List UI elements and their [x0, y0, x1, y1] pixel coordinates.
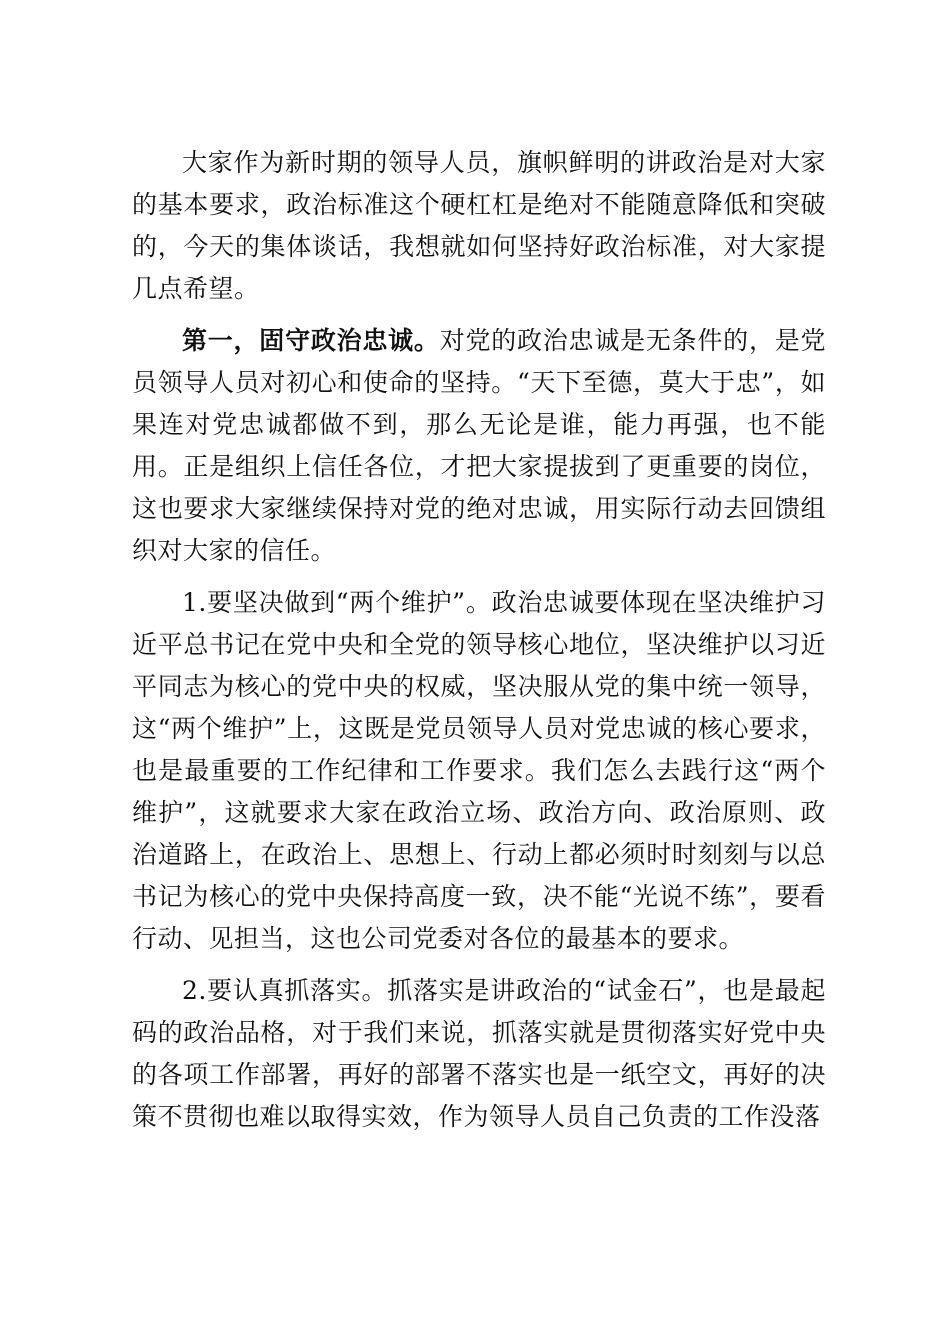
paragraph-text: 1.要坚决做到“两个维护”。政治忠诚要体现在坚决维护习近平总书记在党中央和全党的领导核心地位，坚决维护以习近平同志为核心的党中央的权威，坚决服从党的集中统一领导，这“两个维护”上，这既是党员领导人员对党忠诚的核心要求，也是最重要的工作纪律和工作要求。我们怎么去践行这“两个维护”，这就要求大家在政治立场、政治方向、政治原则、政治道路上，在政治上、思想上、行动上都必须时时刻刻与以总书记为核心的党中央保持高度一致，决不能“光说不练”，要看行动、见担当，这也公司党委对各位的最基本的要求。: [132, 588, 826, 953]
paragraph-item-2: [132, 970, 826, 1138]
paragraph-text: 2.要认真抓落实。抓落实是讲政治的“试金石”，也是最起码的政治品格，对于我们来说，抓落实就是贯彻落实好党中央的各项工作部署，再好的部署不落实也是一纸空文，再好的决策不贯彻也难以取得实效，作为领导人员自己负责的工作没落: [132, 976, 826, 1131]
paragraph-item-1: [132, 582, 826, 960]
paragraph-section-1: [132, 320, 826, 572]
document-body: [132, 142, 826, 1138]
paragraph-text: 对党的政治忠诚是无条件的，是党员领导人员对初心和使命的坚持。“天下至德，莫大于忠”，如果连对党忠诚都做不到，那么无论是谁，能力再强，也不能用。正是组织上信任各位，才把大家提拔到了更重要的岗位，这也要求大家继续保持对党的绝对忠诚，用实际行动去回馈组织对大家的信任。: [132, 326, 826, 565]
paragraph-intro: [132, 142, 826, 310]
section-heading: 第一，固守政治忠诚。: [182, 326, 440, 355]
paragraph-text: 大家作为新时期的领导人员，旗帜鲜明的讲政治是对大家的基本要求，政治标准这个硬杠杠是绝对不能随意降低和突破的，今天的集体谈话，我想就如何坚持好政治标准，对大家提几点希望。: [132, 148, 826, 303]
